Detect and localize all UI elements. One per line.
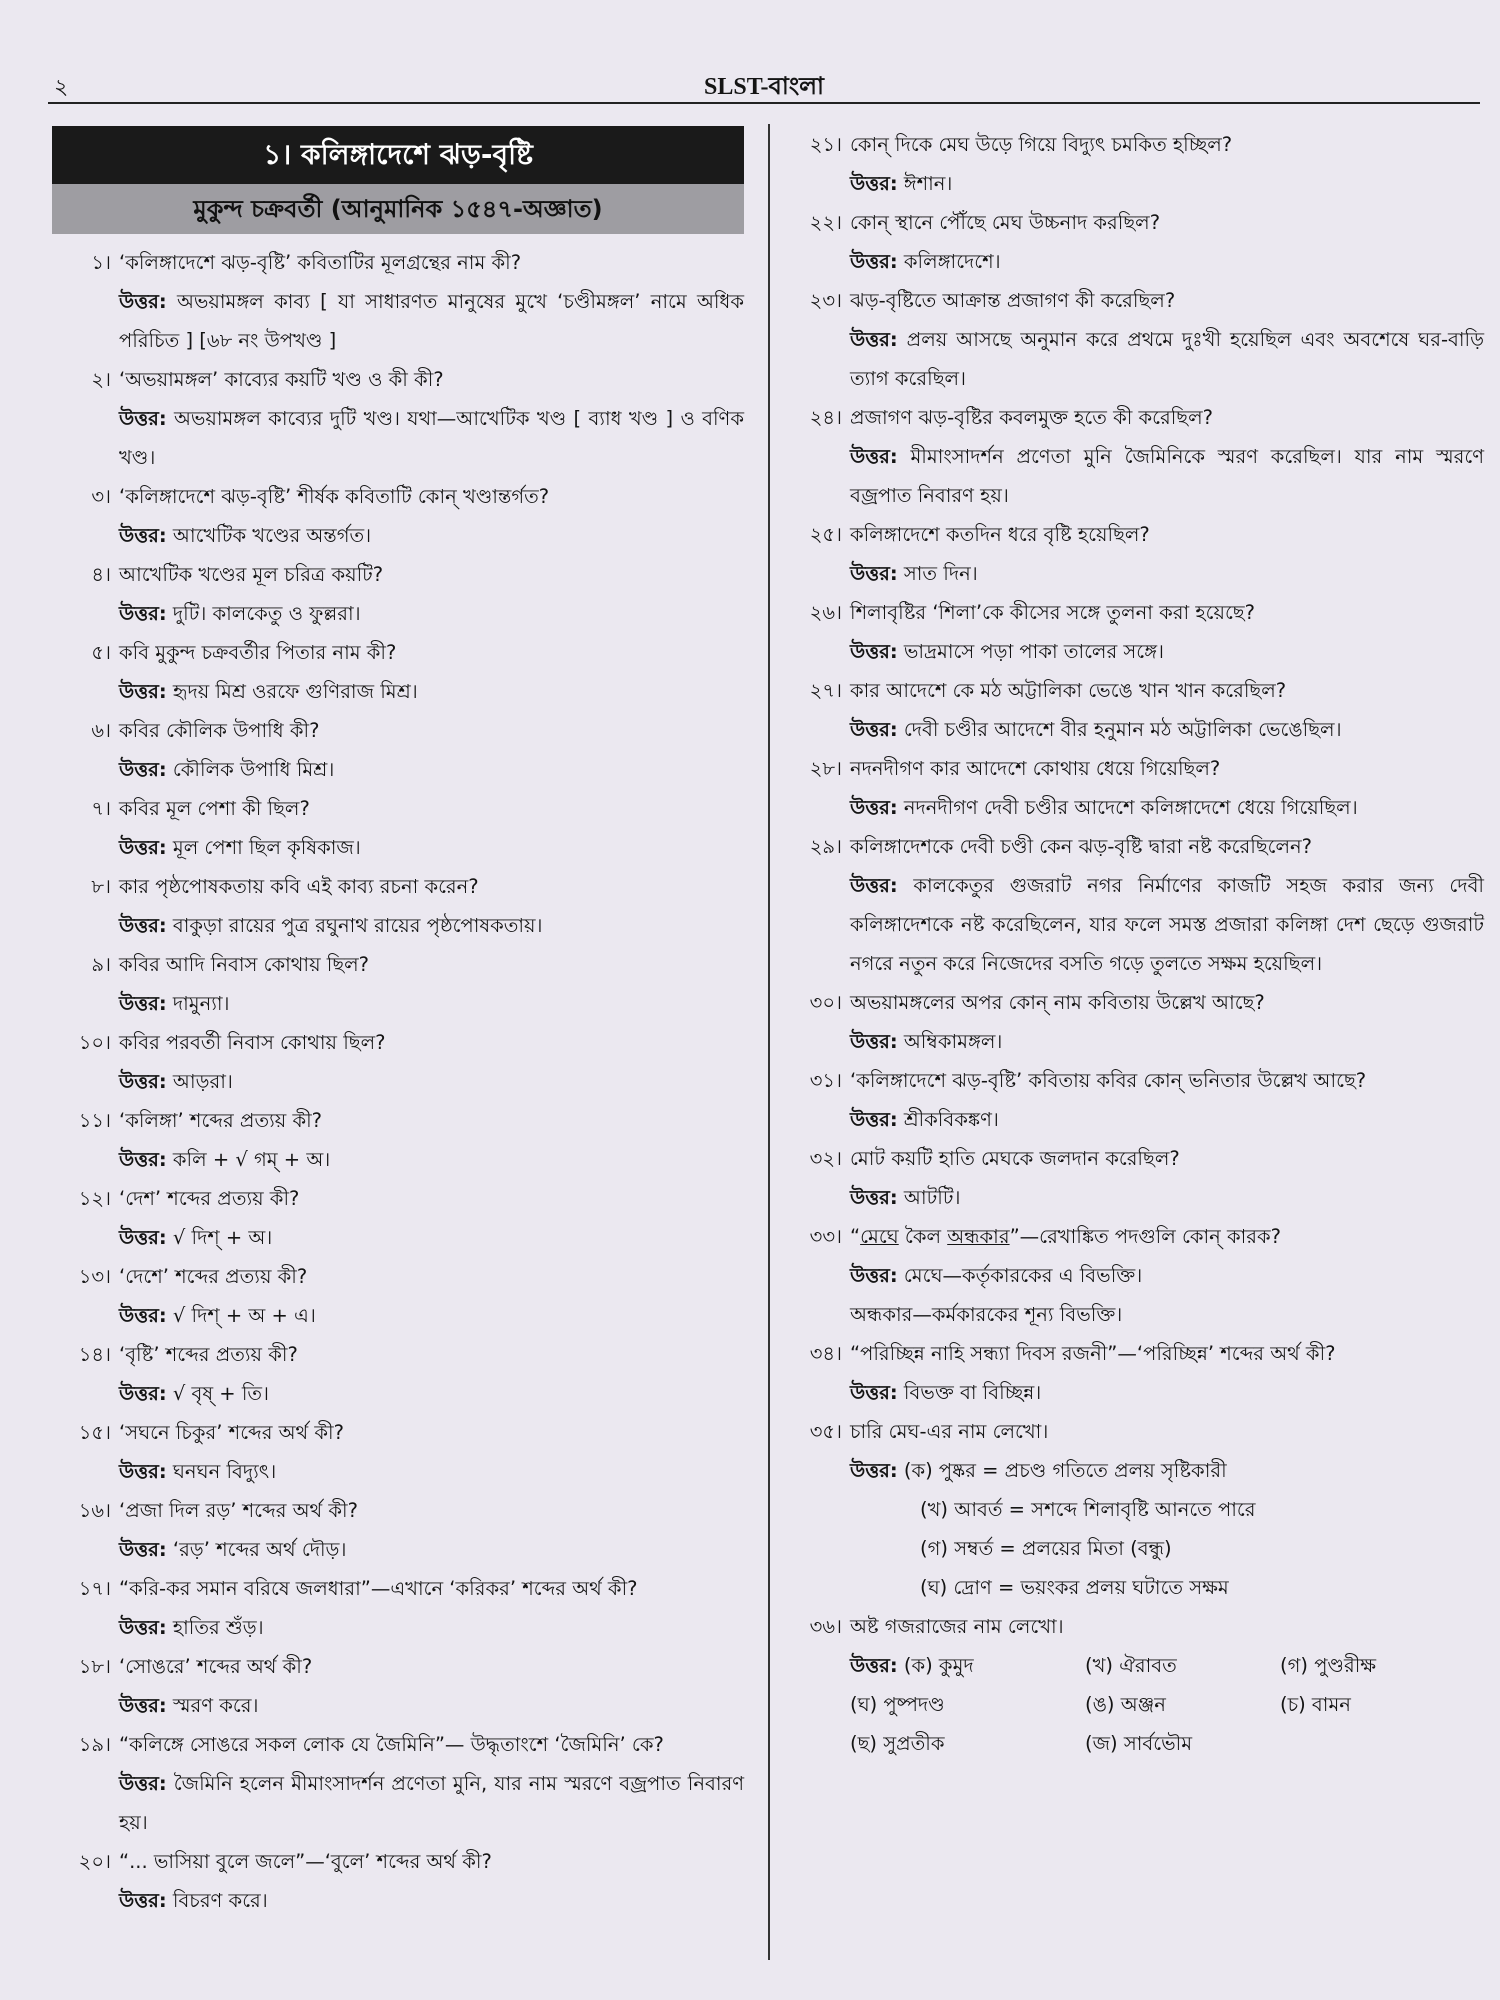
answer-text: বিচরণ করে। [172,1889,268,1912]
left-qa-list [52,244,744,1920]
answer [119,1218,744,1257]
question-text: “করি-কর সমান বরিষে জলধারা”—এখানে ‘করিকর’ শব্দের অর্থ কী? [119,1577,638,1600]
qa-item [790,1335,1484,1412]
answer [850,866,1484,983]
elephant-name: (ক) কুমুদ [903,1654,974,1677]
question-text: চারি মেঘ-এর নাম লেখো। [850,1420,1049,1443]
question-text: ‘কলিঙ্গা’ শব্দের প্রত্যয় কী? [119,1109,323,1132]
qa-item [790,1413,1484,1607]
answer-text: নদনদীগণ দেবী চণ্ডীর আদেশে কলিঙ্গাদেশে ধেয়ে গিয়েছিল। [903,796,1358,819]
answer-label: উত্তর: [119,290,167,313]
answer-label: উত্তর: [119,1772,167,1795]
answer-label: উত্তর: [119,407,167,430]
question-text: কলিঙ্গাদেশে কতদিন ধরে বৃষ্টি হয়েছিল? [850,523,1150,546]
answer-text: আটটি। [903,1186,961,1209]
question-number: ৩১। [809,1069,842,1092]
author-line: মুকুন্দ চক্রবর্তী (আনুমানিক ১৫৪৭-অজ্ঞাত) [52,184,744,234]
answer [850,1451,1484,1607]
qa-item [52,1414,744,1491]
question-number: ৬। [91,719,111,742]
elephant-name: (গ) পুণ্ডরীক্ষ [1280,1654,1377,1677]
qa-item [790,828,1484,983]
qa-item [52,1726,744,1842]
answer-label: উত্তর: [850,562,898,585]
answer-text: কলিঙ্গাদেশে। [903,250,1001,273]
question-text: “পরিচ্ছিন্ন নাহি সন্ধ্যা দিবস রজনী”—‘পরিচ্ছিন্ন’ শব্দের অর্থ কী? [850,1342,1336,1365]
elephant-name: (চ) বামন [1280,1693,1351,1716]
answer-text: স্মরণ করে। [172,1694,259,1717]
question-number: ৩২। [809,1147,842,1170]
elephant-name: (খ) ঐরাবত [1085,1654,1177,1677]
answer-text: কৌলিক উপাধি মিশ্র। [172,758,335,781]
answer-label: উত্তর: [119,1460,167,1483]
question-text: “মেঘে কৈল অন্ধকার”—রেখাঙ্কিত পদগুলি কোন্ কারক? [850,1225,1282,1248]
question-number: ১। [91,251,111,274]
question-text: ‘দেশ’ শব্দের প্রত্যয় কী? [119,1187,300,1210]
answer [850,1022,1484,1061]
question-number: ২৬। [809,601,842,624]
answer [119,1608,744,1647]
question-number: ৮। [91,875,111,898]
answer [850,1256,1484,1334]
answer [119,1062,744,1101]
header-rule [48,102,1480,104]
answer-label: উত্তর: [850,1459,898,1482]
question-text: ‘সঘনে চিকুর’ শব্দের অর্থ কী? [119,1421,344,1444]
question-text: আখেটিক খণ্ডের মূল চরিত্র কয়টি? [119,563,384,586]
question-number: ২৫। [809,523,842,546]
question-number: ২৪। [809,406,842,429]
question-text: ‘কলিঙ্গাদেশে ঝড়-বৃষ্টি’ কবিতাটির মূলগ্রন্থের নাম কী? [119,251,522,274]
question-number: ২৯। [809,835,842,858]
right-qa-list [790,126,1484,1217]
qa-item [52,868,744,945]
question-text: “... ভাসিয়া বুলে জলে”—‘বুলে’ শব্দের অর্থ কী? [119,1850,492,1873]
answer [119,1452,744,1491]
answer-label: উত্তর: [119,1616,167,1639]
answer-text: দুটি। কালকেতু ও ফুল্লরা। [172,602,361,625]
answer [119,516,744,555]
question-number: ৯। [91,953,111,976]
answer-text: অন্ধকার—কর্মকারকের শূন্য বিভক্তি। [850,1303,1123,1326]
answer-text: অম্বিকামঙ্গল। [903,1030,1003,1053]
question-number: ১৯। [78,1733,111,1756]
qa-item [52,1180,744,1257]
question-text: কোন্ দিকে মেঘ উড়ে গিয়ে বিদ্যুৎ চমকিত হচ্ছিল? [850,133,1233,156]
qa-item [52,1843,744,1920]
question-number: ১৩। [78,1265,111,1288]
question-text: ‘অভয়ামঙ্গল’ কাব্যের কয়টি খণ্ড ও কী কী? [119,368,444,391]
answer-text: ভাদ্রমাসে পড়া পাকা তালের সঙ্গে। [903,640,1165,663]
answer-label: উত্তর: [119,1382,167,1405]
answer [850,632,1484,671]
question-text: ‘কলিঙ্গাদেশে ঝড়-বৃষ্টি’ কবিতায় কবির কোন্ ভনিতার উল্লেখ আছে? [850,1069,1367,1092]
answer [850,1646,1484,1763]
question-text: কোন্ স্থানে পৌঁছে মেঘ উচ্চনাদ করছিল? [850,211,1161,234]
answer-text: আড়রা। [172,1070,233,1093]
question-number: ৩৪। [809,1342,842,1365]
answer-label: উত্তর: [850,1381,898,1404]
answer-text: বাকুড়া রায়ের পুত্র রঘুনাথ রায়ের পৃষ্ঠপোষকতায়। [172,914,543,937]
question-text: ‘কলিঙ্গাদেশে ঝড়-বৃষ্টি’ শীর্ষক কবিতাটি কোন্ খণ্ডান্তর্গত? [119,485,550,508]
question-number: ১৫। [78,1421,111,1444]
question-text: কার আদেশে কে মঠ অট্টালিকা ভেঙে খান খান করেছিল? [850,679,1287,702]
answer-text: জৈমিনি হলেন মীমাংসাদর্শন প্রণেতা মুনি, যার নাম স্মরণে বজ্রপাত নিবারণ হয়। [119,1772,744,1834]
question-text: মোট কয়টি হাতি মেঘকে জলদান করেছিল? [850,1147,1180,1170]
question-number: ১১। [78,1109,111,1132]
answer-text: মীমাংসাদর্শন প্রণেতা মুনি জৈমিনিকে স্মরণ করেছিল। যার নাম স্মরণে বজ্রপাত নিবারণ হয়। [850,445,1484,507]
question-number: ২০। [78,1850,111,1873]
qa-item [790,1140,1484,1217]
answer-label: উত্তর: [850,1264,898,1287]
question-number: ১৬। [78,1499,111,1522]
answer-text: মূল পেশা ছিল কৃষিকাজ। [172,836,361,859]
answer [119,1140,744,1179]
question-number: ২২। [809,211,842,234]
question-text: ‘সোঙরে’ শব্দের অর্থ কী? [119,1655,313,1678]
answer-text: শ্রীকবিকঙ্কণ। [903,1108,999,1131]
elephant-name: (ছ) সুপ্রতীক [850,1732,945,1755]
answer-label: উত্তর: [850,1186,898,1209]
answer-text: সাত দিন। [903,562,978,585]
answer-text: √ বৃষ্ + তি। [172,1382,270,1405]
qa-item [52,1258,744,1335]
question-text: কার পৃষ্ঠপোষকতায় কবি এই কাব্য রচনা করেন? [119,875,479,898]
question-number: ২। [91,368,111,391]
question-text: কবি মুকুন্দ চক্রবর্তীর পিতার নাম কী? [119,641,397,664]
answer-label: উত্তর: [850,640,898,663]
underlined-word: মেঘে [860,1225,899,1248]
question-text: ‘প্রজা দিল রড়’ শব্দের অর্থ কী? [119,1499,358,1522]
question-number: ৫। [91,641,111,664]
qa-item [52,1102,744,1179]
answer-label: উত্তর: [119,836,167,859]
qa-item [790,750,1484,827]
answer [119,1764,744,1842]
elephant-name: (জ) সার্বভৌম [1085,1732,1193,1755]
answer [119,984,744,1023]
question-number: ৩৬। [809,1615,842,1638]
answer-text: মেঘে—কর্তৃকারকের এ বিভক্তি। [903,1264,1143,1287]
answer-text: প্রলয় আসছে অনুমান করে প্রথমে দুঃখী হয়েছিল এবং অবশেষে ঘর-বাড়ি ত্যাগ করেছিল। [850,328,1484,390]
question-text: কবির আদি নিবাস কোথায় ছিল? [119,953,370,976]
answer [119,1686,744,1725]
answer [850,1178,1484,1217]
qa-item [790,594,1484,671]
qa-item [790,1062,1484,1139]
answer-label: উত্তর: [850,796,898,819]
answer-text: বিভক্ত বা বিচ্ছিন্ন। [903,1381,1042,1404]
qa-item [52,556,744,633]
qa-item [790,126,1484,203]
answer-label: উত্তর: [119,758,167,781]
answer-label: উত্তর: [119,1889,167,1912]
answer-text: ‘রড়’ শব্দের অর্থ দৌড়। [172,1538,347,1561]
answer-label: উত্তর: [850,250,898,273]
question-text: ‘দেশে’ শব্দের প্রত্যয় কী? [119,1265,308,1288]
answer [119,828,744,867]
answer [850,1373,1484,1412]
question-number: ৩৩। [809,1225,842,1248]
answer [850,164,1484,203]
answer-text: ঘনঘন বিদ্যুৎ। [172,1460,277,1483]
cloud-name: (ঘ) দ্রোণ = ভয়ংকর প্রলয় ঘটাতে সক্ষম [920,1576,1229,1599]
question-text: শিলাবৃষ্টির ‘শিলা’কে কীসের সঙ্গে তুলনা করা হয়েছে? [850,601,1255,624]
qa-item [790,516,1484,593]
qa-item [790,1608,1484,1763]
answer-label: উত্তর: [119,1226,167,1249]
qa-item [52,244,744,360]
answer-text: দেবী চণ্ডীর আদেশে বীর হনুমান মঠ অট্টালিকা ভেঙেছিল। [903,718,1342,741]
right-column [790,126,1484,1764]
cloud-name: (গ) সম্বর্ত = প্রলয়ের মিতা (বন্ধু) [920,1537,1172,1560]
answer-text: √ দিশ্ + অ + এ। [172,1304,316,1327]
qa-item [790,282,1484,398]
answer [119,750,744,789]
qa-item [52,361,744,477]
answer [850,320,1484,398]
question-text: ‘বৃষ্টি’ শব্দের প্রত্যয় কী? [119,1343,298,1366]
answer-text: ঈশান। [903,172,953,195]
answer-label: উত্তর: [119,1538,167,1561]
answer [850,1100,1484,1139]
qa-item [790,1218,1484,1334]
answer-text: আখেটিক খণ্ডের অন্তর্গত। [172,524,372,547]
answer-label: উত্তর: [850,874,898,897]
question-number: ৪। [91,563,111,586]
qa-item [52,1570,744,1647]
answer [119,672,744,711]
answer-label: উত্তর: [850,172,898,195]
answer [850,554,1484,593]
answer-label: উত্তর: [850,1108,898,1131]
elephant-name: (ঙ) অঞ্জন [1085,1693,1166,1716]
question-number: ২৩। [809,289,842,312]
answer-label: উত্তর: [119,524,167,547]
question-text: প্রজাগণ ঝড়-বৃষ্টির কবলমুক্ত হতে কী করেছিল? [850,406,1213,429]
answer [119,1296,744,1335]
qa-item [52,790,744,867]
answer [119,1530,744,1569]
question-text: ঝড়-বৃষ্টিতে আক্রান্ত প্রজাগণ কী করেছিল? [850,289,1176,312]
question-text: নদনদীগণ কার আদেশে কোথায় ধেয়ে গিয়েছিল? [850,757,1221,780]
answer-label: উত্তর: [850,328,898,351]
chapter-title: ১। কলিঙ্গাদেশে ঝড়-বৃষ্টি [52,126,744,184]
cloud-name: (খ) আবর্ত = সশব্দে শিলাবৃষ্টি আনতে পারে [920,1498,1256,1521]
answer [850,788,1484,827]
answer-label: উত্তর: [119,680,167,703]
answer-text: কালকেতুর গুজরাট নগর নির্মাণের কাজটি সহজ করার জন্য দেবী কলিঙ্গাদেশকে নষ্ট করেছিলেন, যার ফলে সমস্ত প্রজারা কলিঙ্গা দেশ ছেড়ে গুজরাট নগরে নতুন করে নিজেদের বসতি গড়ে তুলতে সক্ষম হয়েছিল। [850,874,1485,975]
answer-label: উত্তর: [119,914,167,937]
answer-label: উত্তর: [119,992,167,1015]
question-number: ৩০। [809,991,842,1014]
page-header [48,62,1480,102]
qa-item [52,1492,744,1569]
answer-label: উত্তর: [850,1030,898,1053]
question-number: ১৮। [78,1655,111,1678]
answer [850,437,1484,515]
question-number: ১২। [78,1187,111,1210]
question-text: কবির মূল পেশা কী ছিল? [119,797,310,820]
answer-label: উত্তর: [119,602,167,625]
qa-item [52,634,744,711]
answer-label: উত্তর: [850,718,898,741]
qa-item [52,1648,744,1725]
answer [119,282,744,360]
answer-label: উত্তর: [850,445,898,468]
question-number: ১৭। [78,1577,111,1600]
question-text: অভয়ামঙ্গলের অপর কোন্ নাম কবিতায় উল্লেখ আছে? [850,991,1265,1014]
qa-item [790,672,1484,749]
left-column [52,126,744,1921]
question-text: “কলিঙ্গে সোঙরে সকল লোক যে জৈমিনি”— উদ্ধৃতাংশে ‘জৈমিনি’ কে? [119,1733,664,1756]
question-text: কলিঙ্গাদেশকে দেবী চণ্ডী কেন ঝড়-বৃষ্টি দ্বারা নষ্ট করেছিলেন? [850,835,1312,858]
running-title: SLST-বাংলা [704,74,824,100]
question-text: কবির পরবর্তী নিবাস কোথায় ছিল? [119,1031,386,1054]
qa-item [790,399,1484,515]
qa-item [52,712,744,789]
answer [119,1881,744,1920]
answer-text: হাতির শুঁড়। [172,1616,264,1639]
answer [119,594,744,633]
qa-item [52,946,744,1023]
qa-item [52,478,744,555]
answer-text: কলি + √ গম্ + অ। [172,1148,331,1171]
answer-label: উত্তর: [119,1694,167,1717]
question-text: কবির কৌলিক উপাধি কী? [119,719,320,742]
question-number: ১০। [78,1031,111,1054]
answer-text: অভয়ামঙ্গল কাব্য [ যা সাধারণত মানুষের মুখে ‘চণ্ডীমঙ্গল’ নামে অধিক পরিচিত ] [৬৮ নং উপখণ্ড ] [119,290,745,352]
qa-item [790,204,1484,281]
answer-text: √ দিশ্ + অ। [172,1226,273,1249]
question-number: ৩। [91,485,111,508]
answer-label: উত্তর: [119,1070,167,1093]
answer [119,906,744,945]
cloud-name: (ক) পুষ্কর = প্রচণ্ড গতিতে প্রলয় সৃষ্টিকারী [903,1459,1227,1482]
question-number: ১৪। [78,1343,111,1366]
answer [850,710,1484,749]
question-number: ৩৫। [809,1420,842,1443]
question-number: ২৭। [809,679,842,702]
elephant-name: (ঘ) পুষ্পদণ্ড [850,1693,945,1716]
answer [119,1374,744,1413]
answer-label: উত্তর: [119,1304,167,1327]
answer-label: উত্তর: [119,1148,167,1171]
page-number: ২ [54,74,69,99]
answer [119,399,744,477]
question-number: ২১। [809,133,842,156]
underlined-word: অন্ধকার [947,1225,1010,1248]
qa-item [52,1024,744,1101]
question-number: ২৮। [809,757,842,780]
answer-text: দামুন্যা। [172,992,230,1015]
qa-item [790,984,1484,1061]
answer-text: অভয়ামঙ্গল কাব্যের দুটি খণ্ড। যথা—আখেটিক খণ্ড [ ব্যাধ খণ্ড ] ও বণিক খণ্ড। [119,407,744,469]
answer [850,242,1484,281]
question-number: ৭। [91,797,111,820]
qa-item [52,1336,744,1413]
answer-text: হৃদয় মিশ্র ওরফে গুণিরাজ মিশ্র। [172,680,418,703]
answer-label: উত্তর: [850,1654,898,1677]
column-divider [768,124,770,1960]
question-text: অষ্ট গজরাজের নাম লেখো। [850,1615,1064,1638]
